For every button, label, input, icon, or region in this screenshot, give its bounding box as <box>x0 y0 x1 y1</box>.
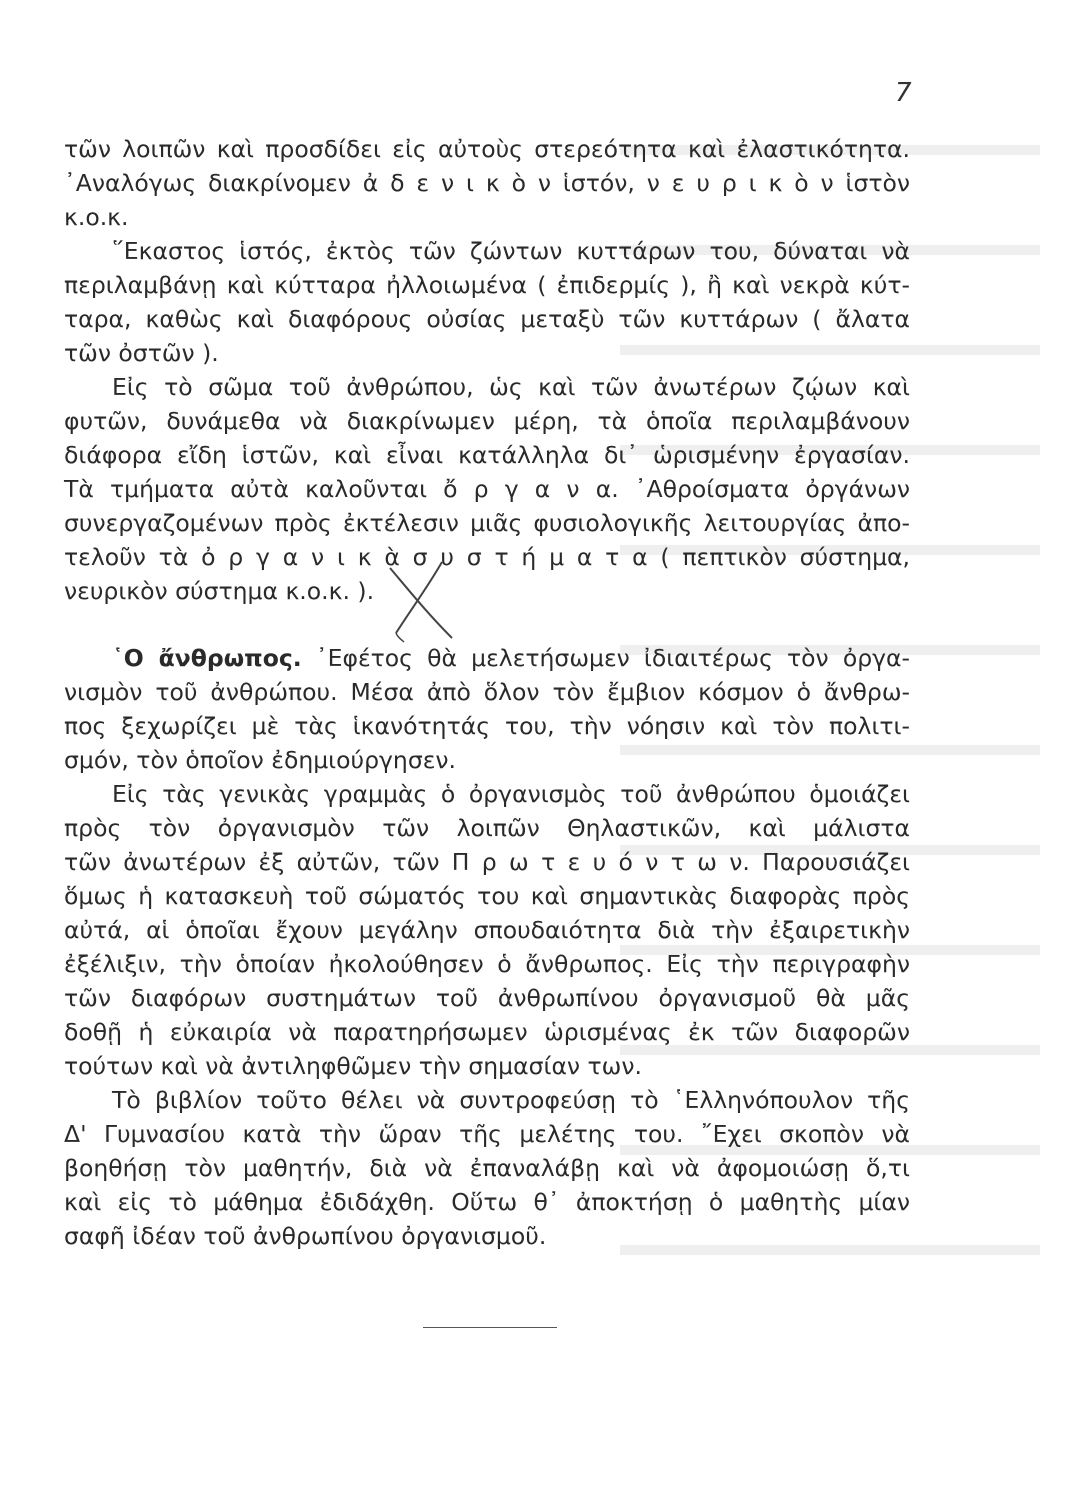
text-line: φυτῶν, δυνάμεθα νὰ διακρίνωμεν μέρη, τὰ ὁποῖα περιλαμβάνουν <box>64 407 910 435</box>
section-heading-line <box>64 641 910 675</box>
text-line: ᾿Αναλόγως διακρίνομεν ἀ δ ε ν ι κ ὸ ν ἱστόν, ν ε υ ρ ι κ ὸ ν ἱστὸν <box>64 169 910 197</box>
text-line: τῶν ἀνωτέρων ἐξ αὐτῶν, τῶν Π ρ ω τ ε υ ό ν τ ω ν. Παρουσιάζει <box>64 848 910 876</box>
text-line: περιλαμβάνῃ καὶ κύτταρα ἠλλοιωμένα ( ἐπιδερμίς ), ἢ καὶ νεκρὰ κύτ- <box>64 271 910 299</box>
text-line: τῶν διαφόρων συστημάτων τοῦ ἀνθρωπίνου ὀργανισμοῦ θὰ μᾶς <box>64 984 910 1012</box>
text-line: ταρα, καθὼς καὶ διαφόρους οὐσίας μεταξὺ τῶν κυττάρων ( ἄλατα <box>64 305 910 333</box>
text-line: συνεργαζομένων πρὸς ἐκτέλεσιν μιᾶς φυσιολογικῆς λειτουργίας ἀπο- <box>64 509 910 537</box>
text-line: Δ' Γυμνασίου κατὰ τὴν ὥραν τῆς μελέτης του. ῎Εχει σκοπὸν νὰ <box>64 1120 910 1148</box>
text-line: ῞Εκαστος ἱστός, ἐκτὸς τῶν ζώντων κυττάρων του, δύναται νὰ <box>112 237 910 265</box>
text-line: σμόν, τὸν ὁποῖον ἐδημιούργησεν. <box>64 746 457 774</box>
text-line: βοηθήσῃ τὸν μαθητήν, διὰ νὰ ἐπαναλάβῃ καὶ νὰ ἀφομοιώσῃ ὅ,τι <box>64 1154 910 1182</box>
text-line: τῶν λοιπῶν καὶ προσδίδει εἰς αὐτοὺς στερεότητα καὶ ἐλαστικότητα. <box>64 135 910 163</box>
text-line: σαφῆ ἰδέαν τοῦ ἀνθρωπίνου ὀργανισμοῦ. <box>64 1222 547 1250</box>
handwritten-cross-mark <box>382 558 462 643</box>
text-line: νισμὸν τοῦ ἀνθρώπου. Μέσα ἀπὸ ὅλον τὸν ἔμβιον κόσμον ὁ ἄνθρω- <box>64 678 910 706</box>
text-line: καὶ εἰς τὸ μάθημα ἐδιδάχθη. Οὕτω θ᾿ ἀποκτήσῃ ὁ μαθητὴς μίαν <box>64 1188 910 1216</box>
end-divider-rule <box>423 1327 557 1328</box>
text-line: ὅμως ἡ κατασκευὴ τοῦ σώματός του καὶ σημαντικὰς διαφορὰς πρὸς <box>64 882 910 910</box>
section-heading: ῾Ο ἄνθρωπος. <box>112 644 302 672</box>
heading-line-rest: ᾿Εφέτος θὰ μελετήσωμεν ἰδιαιτέρως τὸν ὀργα- <box>301 644 910 672</box>
text-line: ἐξέλιξιν, τὴν ὁποίαν ἠκολούθησεν ὁ ἄνθρωπος. Εἰς τὴν περιγραφὴν <box>64 950 910 978</box>
text-line: πος ξεχωρίζει μὲ τὰς ἱκανότητάς του, τὴν νόησιν καὶ τὸν πολιτι- <box>64 712 910 740</box>
text-line: Τὸ βιβλίον τοῦτο θέλει νὰ συντροφεύσῃ τὸ ῾Ελληνόπουλον τῆς <box>112 1086 910 1114</box>
text-line: τούτων καὶ νὰ ἀντιληφθῶμεν τὴν σημασίαν των. <box>64 1052 642 1080</box>
text-line: διάφορα εἴδη ἱστῶν, καὶ εἶναι κατάλληλα δι᾿ ὡρισμένην ἐργασίαν. <box>64 441 910 469</box>
page-number: 7 <box>895 78 912 108</box>
text-line: Τὰ τμήματα αὐτὰ καλοῦνται ὄ ρ γ α ν α. ᾿Αθροίσματα ὀργάνων <box>64 475 910 503</box>
text-line: δοθῇ ἡ εὐκαιρία νὰ παρατηρήσωμεν ὡρισμένας ἐκ τῶν διαφορῶν <box>64 1018 910 1046</box>
body-text <box>64 132 910 1253</box>
text-line: αὐτά, αἱ ὁποῖαι ἔχουν μεγάλην σπουδαιότητα διὰ τὴν ἐξαιρετικὴν <box>64 916 910 944</box>
text-line: Εἰς τὰς γενικὰς γραμμὰς ὁ ὀργανισμὸς τοῦ ἀνθρώπου ὁμοιάζει <box>112 780 910 808</box>
text-line: κ.ο.κ. <box>64 203 129 231</box>
text-line: τῶν ὀστῶν ). <box>64 339 219 367</box>
text-line: Εἰς τὸ σῶμα τοῦ ἀνθρώπου, ὡς καὶ τῶν ἀνωτέρων ζῴων καὶ <box>112 373 910 401</box>
text-line: τελοῦν τὰ ὀ ρ γ α ν ι κ ὰ σ υ σ τ ή μ α τ α ( πεπτικὸν σύστημα, <box>64 543 910 571</box>
text-line: νευρικὸν σύστημα κ.ο.κ. ). <box>64 577 375 605</box>
text-line: πρὸς τὸν ὀργανισμὸν τῶν λοιπῶν Θηλαστικῶν, καὶ μάλιστα <box>64 814 910 842</box>
